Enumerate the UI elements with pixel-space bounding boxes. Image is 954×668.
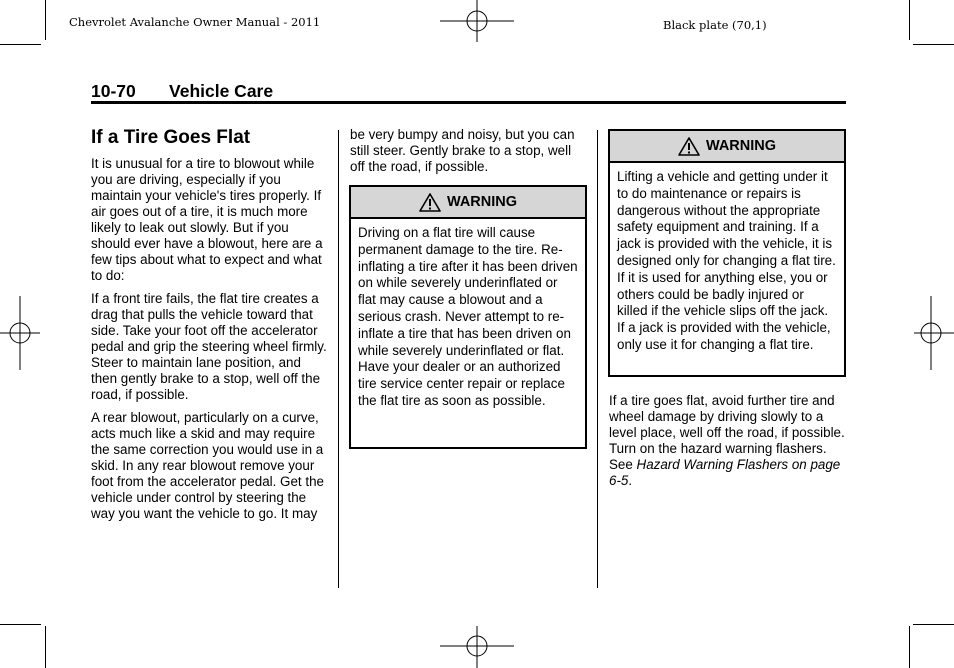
warning-box-jack <box>608 129 846 377</box>
warning-box-flat-tire <box>349 185 587 449</box>
column-2 <box>350 127 586 182</box>
column-1 <box>91 126 329 529</box>
warning-label: WARNING <box>446 193 518 210</box>
column-divider-2 <box>597 130 598 588</box>
paragraph-1: It is unusual for a tire to blowout while you are driving, especially if you maintain your vehicle's tires properly. If air goes out of a tire, it is much more likely to leak out slowly. But if you should ever have a blowout, here are a few tips about what to expect and what to do: <box>91 156 323 283</box>
column-3-body <box>609 393 847 496</box>
page-number: 10-70 <box>91 81 136 101</box>
cross-reference-link[interactable]: Hazard Warning Flashers on page 6-5 <box>609 457 841 488</box>
crosshair-bottom-icon <box>440 624 514 668</box>
warning-text: Lifting a vehicle and getting under it to do maintenance or repairs is dangerous without the appropriate safety equipment and training. If a jack is provided with the vehicle, it is designed only for changing a flat tire. If it is used for anything else, you or others could be badly injured or killed if the vehicle slips off the jack. If a jack is provided with the vehicle, only use it for changing a flat tire. <box>617 169 836 352</box>
crosshair-top-icon <box>440 0 514 44</box>
warning-label: WARNING <box>705 137 777 154</box>
plate-label: Black plate (70,1) <box>663 18 767 32</box>
section-title: Vehicle Care <box>169 81 274 101</box>
paragraph-end: . <box>628 473 633 488</box>
page-heading: If a Tire Goes Flat <box>91 127 251 148</box>
manual-title: Chevrolet Avalanche Owner Manual - 2011 <box>69 15 321 29</box>
crosshair-right-icon <box>914 296 954 370</box>
warning-triangle-icon <box>678 137 700 156</box>
warning-header <box>351 187 585 219</box>
paragraph-continued: be very bumpy and noisy, but you can still steer. Gently brake to a stop, well off the road, if possible. <box>350 127 575 174</box>
header-rule <box>91 101 846 104</box>
warning-triangle-icon <box>419 193 441 212</box>
crosshair-left-icon <box>0 296 40 370</box>
paragraph-3: A rear blowout, particularly on a curve, acts much like a skid and may require the same correction you would use in a skid. In any rear blowout remove your foot from the accelerator pedal. Get the vehicle under control by steering the way you want the vehicle to go. It may <box>91 410 324 521</box>
section-header <box>91 81 273 102</box>
column-divider-1 <box>338 130 339 588</box>
paragraph-text: If a tire goes flat, avoid further tire and wheel damage by driving slowly to a level place, well off the road, if possible. Turn on the hazard warning flashers. See <box>609 393 845 472</box>
flat-tire-paragraph <box>609 393 847 489</box>
warning-header <box>610 131 844 163</box>
warning-text: Driving on a flat tire will cause permanent damage to the tire. Re-inflating a tire after it has been driven on while severely underinflated or flat may cause a blowout and a serious crash. Never attempt to re-inflate a tire that has been driven on while severely underinflated or flat. Have your dealer or an authorized tire service center repair or replace the flat tire as soon as possible. <box>358 225 578 408</box>
paragraph-2: If a front tire fails, the flat tire creates a drag that pulls the vehicle toward that side. Take your foot off the accelerator pedal and grip the steering wheel firmly. Steer to maintain lane position, and then gently brake to a stop, well off the road, if possible. <box>91 291 327 402</box>
